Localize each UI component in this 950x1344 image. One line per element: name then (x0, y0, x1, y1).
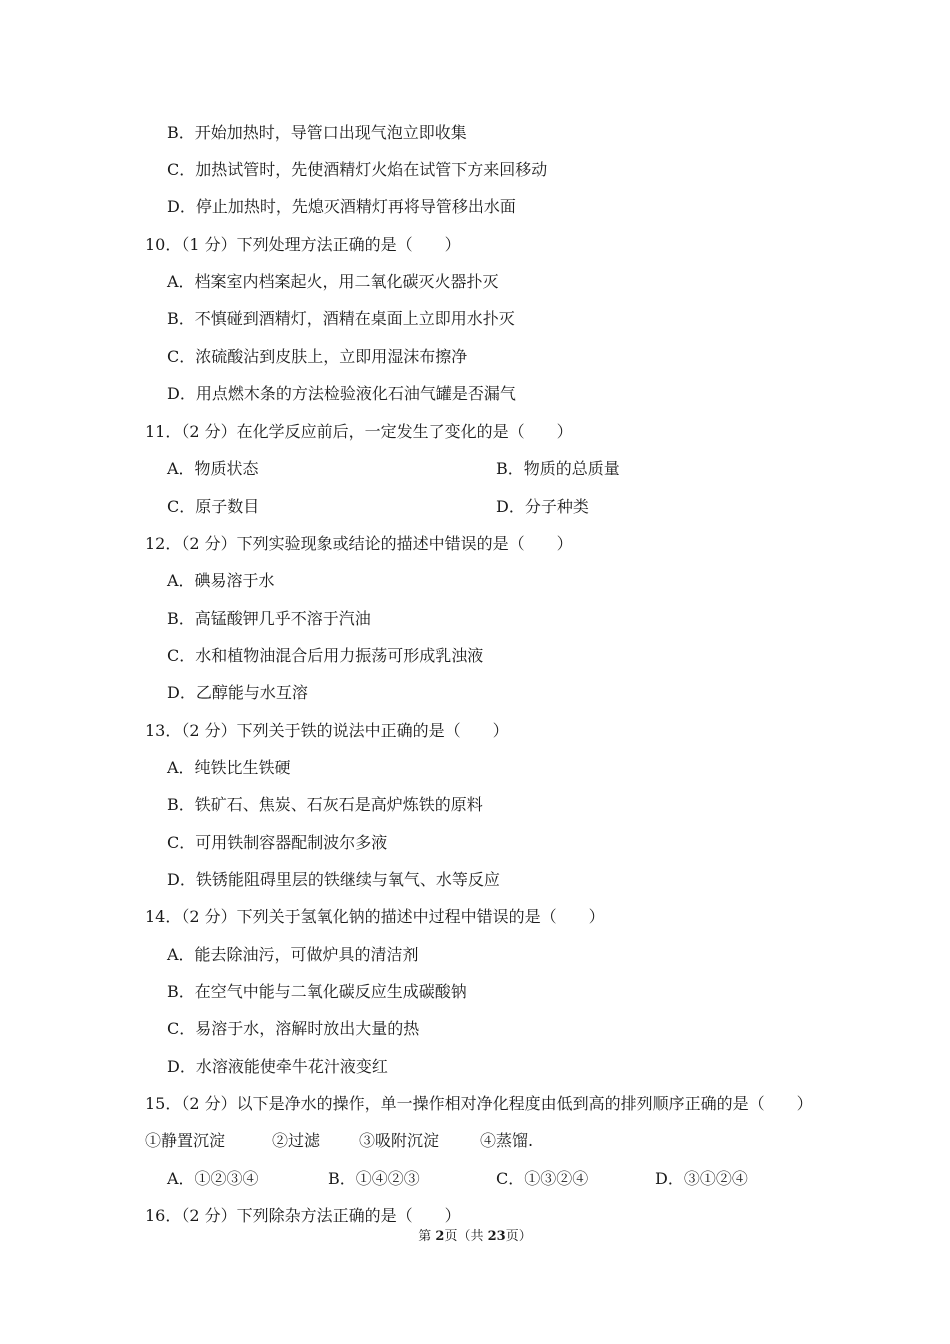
q15-op-3: ③吸附沉淀 (359, 1131, 440, 1150)
q10-option-b: B．不慎碰到酒精灯，酒精在桌面上立即用水扑灭 (167, 309, 515, 328)
q15-option-d: D．③①②④ (655, 1169, 748, 1188)
q9-option-d: D．停止加热时，先熄灭酒精灯再将导管移出水面 (167, 197, 516, 216)
q13-option-c: C．可用铁制容器配制波尔多液 (167, 833, 388, 852)
q14-option-b: B．在空气中能与二氧化碳反应生成碳酸钠 (167, 982, 467, 1001)
q16-stem: 16．（2 分）下列除杂方法正确的是（ ） (145, 1206, 461, 1225)
q15-option-c: C．①③②④ (496, 1169, 589, 1188)
q15-stem: 15．（2 分）以下是净水的操作，单一操作相对净化程度由低到高的排列顺序正确的是（ ） (145, 1094, 813, 1113)
q12-option-d: D．乙醇能与水互溶 (167, 683, 308, 702)
q11-option-a: A．物质状态 (167, 459, 259, 478)
q15-op-1: ①静置沉淀 (145, 1131, 226, 1150)
q10-stem: 10．（1 分）下列处理方法正确的是（ ） (145, 235, 461, 254)
q11-option-d: D．分子种类 (496, 497, 589, 516)
q12-option-a: A．碘易溶于水 (167, 571, 275, 590)
footer-prefix: 第 (418, 1229, 436, 1244)
q11-option-c: C．原子数目 (167, 497, 260, 516)
q15-op-4: ④蒸馏. (480, 1131, 534, 1150)
q14-option-c: C．易溶于水，溶解时放出大量的热 (167, 1019, 420, 1038)
q12-option-b: B．高锰酸钾几乎不溶于汽油 (167, 609, 371, 628)
footer-page-number: 2 (435, 1229, 445, 1244)
q12-stem: 12．（2 分）下列实验现象或结论的描述中错误的是（ ） (145, 534, 573, 553)
q10-option-d: D．用点燃木条的方法检验液化石油气罐是否漏气 (167, 384, 516, 403)
q13-option-b: B．铁矿石、焦炭、石灰石是高炉炼铁的原料 (167, 795, 483, 814)
q11-stem: 11．（2 分）在化学反应前后，一定发生了变化的是（ ） (145, 422, 573, 441)
q13-option-d: D．铁锈能阻碍里层的铁继续与氧气、水等反应 (167, 870, 500, 889)
q15-op-2: ②过滤 (272, 1131, 321, 1150)
q12-option-c: C．水和植物油混合后用力振荡可形成乳浊液 (167, 646, 484, 665)
q9-option-b: B．开始加热时，导管口出现气泡立即收集 (167, 123, 467, 142)
q10-option-a: A．档案室内档案起火，用二氧化碳灭火器扑灭 (167, 272, 499, 291)
q11-option-b: B．物质的总质量 (496, 459, 620, 478)
q14-option-a: A．能去除油污，可做炉具的清洁剂 (167, 945, 419, 964)
q15-option-b: B．①④②③ (328, 1169, 420, 1188)
footer-total-pages: 23 (487, 1229, 506, 1244)
footer-mid: 页（共 (444, 1229, 488, 1244)
q13-option-a: A．纯铁比生铁硬 (167, 758, 291, 777)
q14-option-d: D．水溶液能使牵牛花汁液变红 (167, 1057, 388, 1076)
q10-option-c: C．浓硫酸沾到皮肤上，立即用湿沫布擦净 (167, 347, 468, 366)
q9-option-c: C．加热试管时，先使酒精灯火焰在试管下方来回移动 (167, 160, 548, 179)
footer-suffix: 页） (505, 1229, 532, 1244)
q15-option-a: A．①②③④ (167, 1169, 259, 1188)
page-footer (0, 1228, 950, 1246)
q13-stem: 13．（2 分）下列关于铁的说法中正确的是（ ） (145, 721, 509, 740)
q14-stem: 14．（2 分）下列关于氢氧化钠的描述中过程中错误的是（ ） (145, 907, 605, 926)
